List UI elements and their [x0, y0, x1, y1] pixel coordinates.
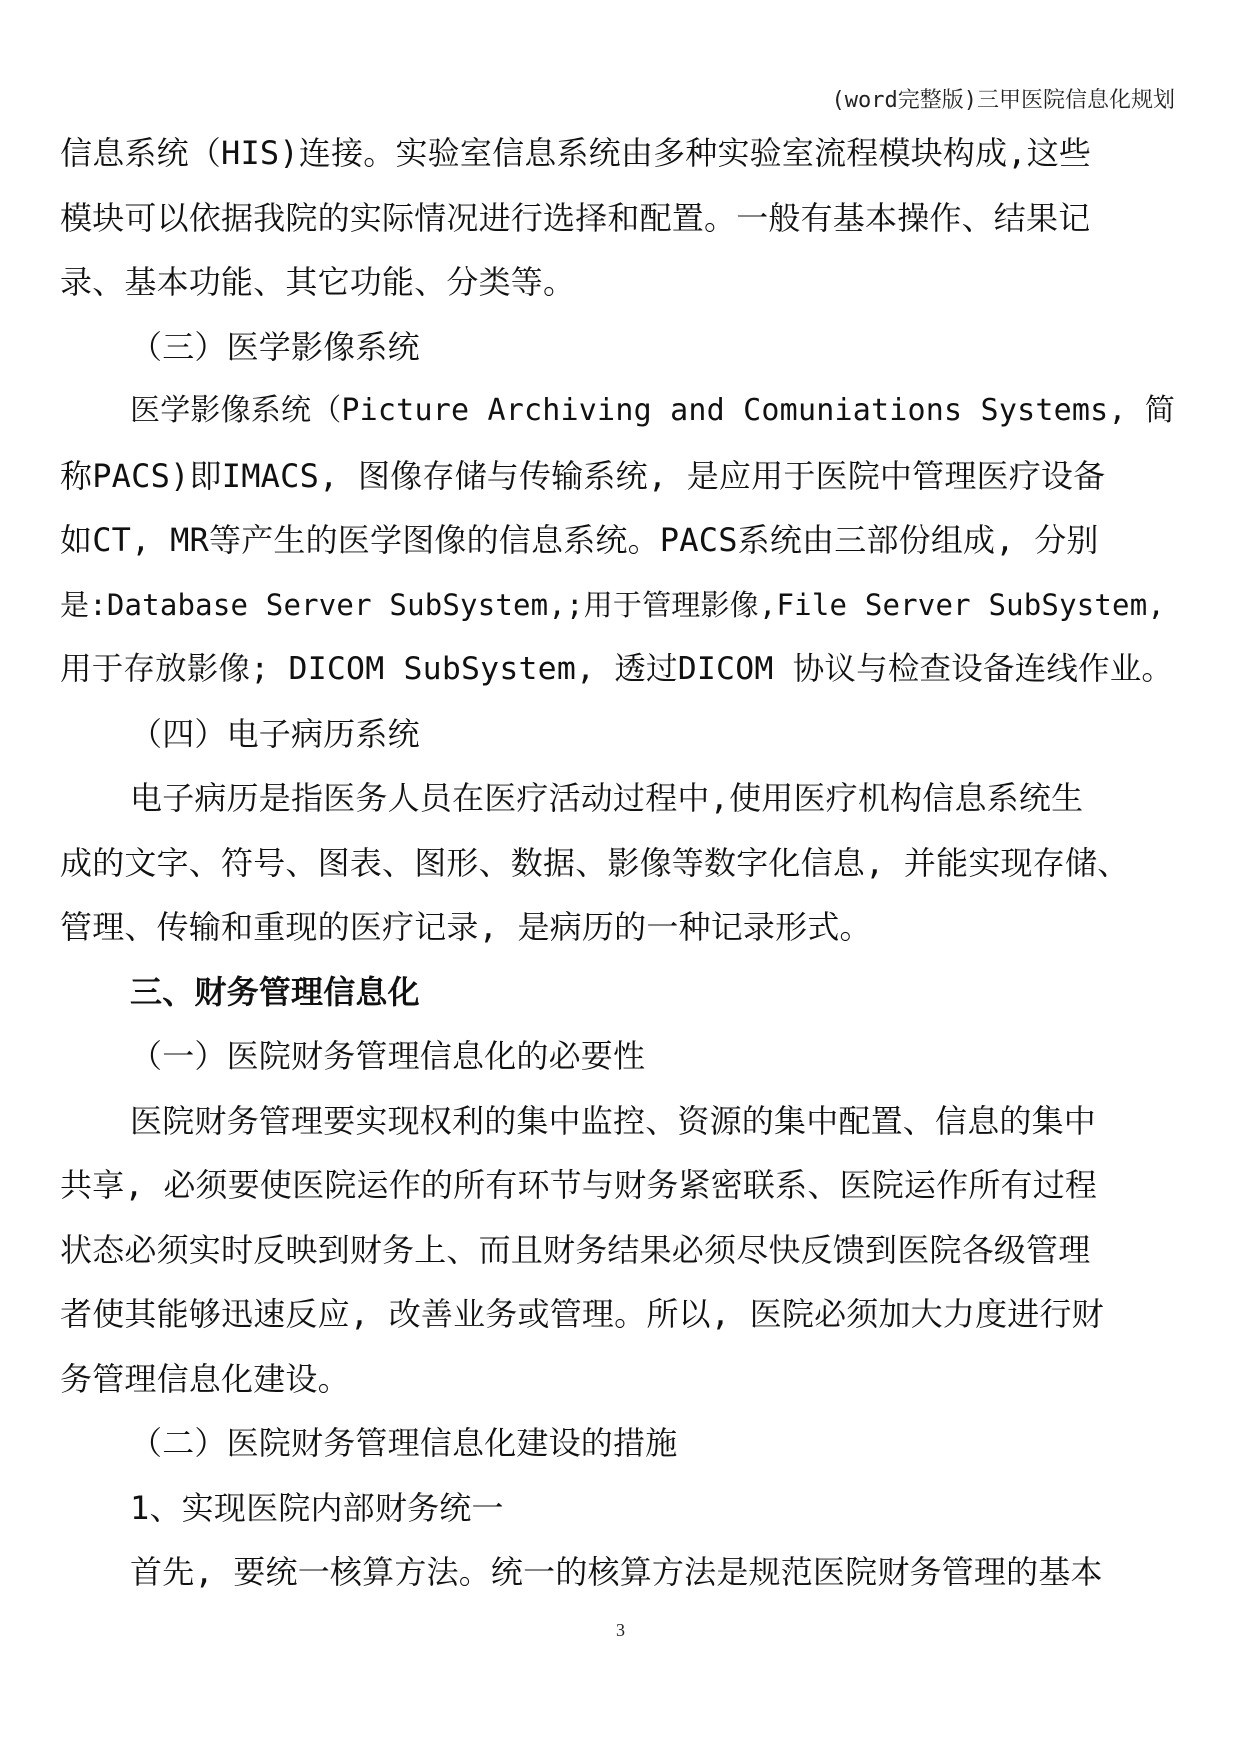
text-line: 成的文字、符号、图表、图形、数据、影像等数字化信息, 并能实现存储、	[60, 843, 1130, 882]
text-line: （一）医院财务管理信息化的必要性	[130, 1037, 646, 1075]
text-line: （三）医学影像系统	[130, 327, 420, 366]
text-line: 如CT, MR等产生的医学图像的信息系统。PACS系统由三部份组成, 分别	[60, 521, 1099, 559]
text-line: 状态必须实时反映到财务上、而且财务结果必须尽快反馈到医院各级管理	[60, 1230, 1091, 1269]
text-line: 首先, 要统一核算方法。统一的核算方法是规范医院财务管理的基本	[130, 1553, 1103, 1591]
text-line: 信息系统（HIS)连接。实验室信息系统由多种实验室流程模块构成,这些	[60, 134, 1092, 172]
text-line: 电子病历是指医务人员在医疗活动过程中,使用医疗机构信息系统生	[130, 779, 1084, 817]
text-line: （四）电子病历系统	[130, 714, 420, 753]
text-line: （二）医院财务管理信息化建设的措施	[130, 1424, 678, 1462]
text-line: 1、实现医院内部财务统一	[130, 1488, 504, 1527]
text-line: 医院财务管理要实现权利的集中监控、资源的集中配置、信息的集中	[130, 1101, 1097, 1140]
text-line: 务管理信息化建设。	[60, 1359, 350, 1398]
text-line: 是:Database Server SubSystem,;用于管理影像,File Server SubSystem,	[60, 587, 1166, 622]
text-line: 者使其能够迅速反应, 改善业务或管理。所以, 医院必须加大力度进行财	[60, 1295, 1104, 1333]
text-line: 模块可以依据我院的实际情况进行选择和配置。一般有基本操作、结果记	[60, 198, 1091, 237]
text-line: 录、基本功能、其它功能、分类等。	[60, 263, 576, 301]
section-heading: 三、财务管理信息化	[130, 972, 420, 1011]
text-line: 医学影像系统（Picture Archiving and Comuniations Systems, 简	[130, 393, 1176, 428]
page-number: 3	[616, 1620, 625, 1640]
running-header: (word完整版)三甲医院信息化规划	[831, 88, 1175, 113]
text-line: 共享, 必须要使医院运作的所有环节与财务紧密联系、医院运作所有过程	[60, 1166, 1098, 1204]
text-line: 称PACS)即IMACS, 图像存储与传输系统, 是应用于医院中管理医疗设备	[60, 456, 1106, 495]
text-line: 用于存放影像; DICOM SubSystem, 透过DICOM 协议与检查设备连线作业。	[60, 651, 1174, 687]
body-text	[60, 121, 1182, 1605]
text-line: 管理、传输和重现的医疗记录, 是病历的一种记录形式。	[60, 908, 872, 946]
